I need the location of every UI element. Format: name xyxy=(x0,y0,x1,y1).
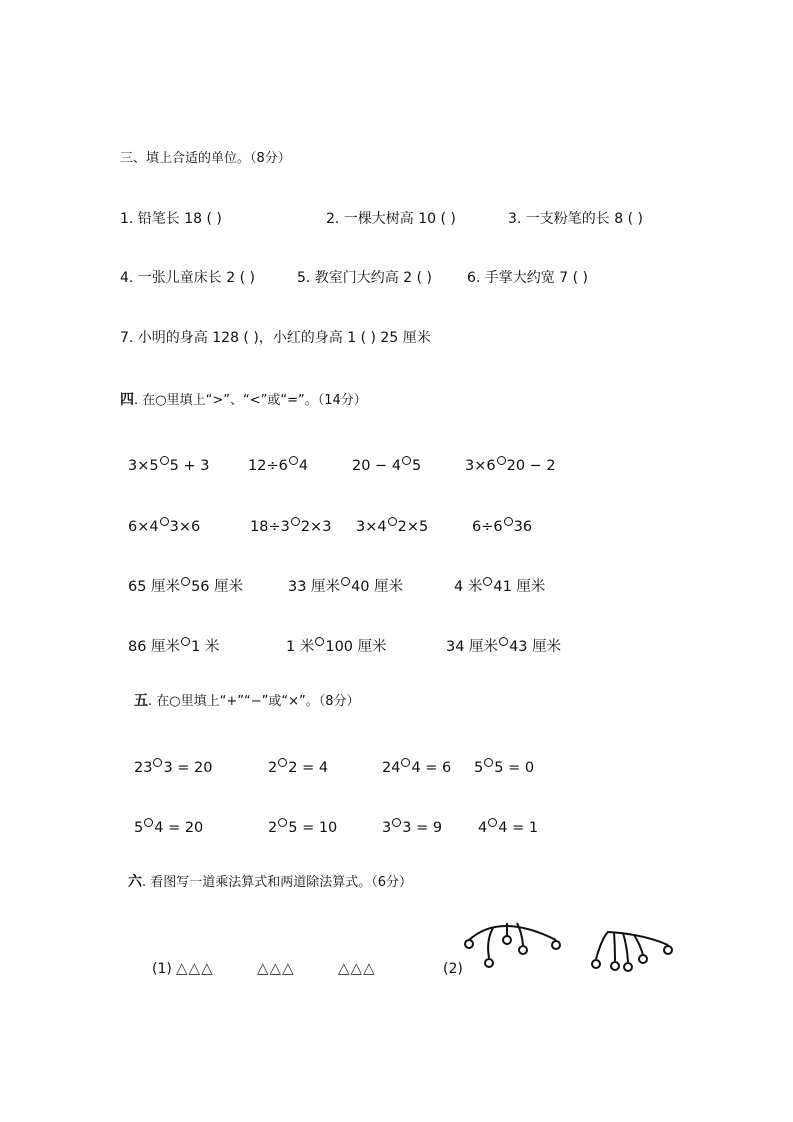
answer-circle-icon[interactable] xyxy=(153,758,162,767)
compare-item: 3×5 5 + 3 xyxy=(128,458,210,474)
answer-circle-icon[interactable] xyxy=(160,517,169,526)
operator-item: 2 5 = 10 xyxy=(268,820,338,836)
compare-item: 6×4 3×6 xyxy=(128,519,201,535)
answer-circle-icon[interactable] xyxy=(504,517,513,526)
compare-item: 65 厘米 56 厘米 xyxy=(128,579,244,595)
compare-item: 6÷6 36 xyxy=(472,519,533,535)
compare-item: 18÷3 2×3 xyxy=(250,519,332,535)
section-4-number: 四 xyxy=(120,392,134,408)
section-6-heading: 六. 看图写一道乘法算式和两道除法算式。（6分） xyxy=(128,874,413,890)
answer-circle-icon[interactable] xyxy=(291,517,300,526)
question-3-2: 2. 一棵大树高 10 ( ) xyxy=(326,211,456,227)
operator-item: 2 2 = 4 xyxy=(268,760,329,776)
compare-item: 20 − 4 5 xyxy=(352,458,422,474)
operator-item: 4 4 = 1 xyxy=(478,820,539,836)
compare-item: 33 厘米 40 厘米 xyxy=(288,579,404,595)
part-2-label: (2) xyxy=(443,961,463,977)
question-3-1: 1. 铅笔长 18 ( ) xyxy=(120,211,222,227)
answer-circle-icon[interactable] xyxy=(278,758,287,767)
answer-circle-icon[interactable] xyxy=(278,818,287,827)
answer-circle-icon[interactable] xyxy=(144,818,153,827)
answer-circle-icon[interactable] xyxy=(181,637,190,646)
compare-item: 3×6 20 − 2 xyxy=(465,458,556,474)
answer-circle-icon[interactable] xyxy=(483,577,492,586)
answer-circle-icon[interactable] xyxy=(497,456,506,465)
compare-item: 12÷6 4 xyxy=(248,458,309,474)
answer-circle-icon[interactable] xyxy=(388,517,397,526)
question-3-3: 3. 一支粉笔的长 8 ( ) xyxy=(508,211,643,227)
section-3-heading: 三、填上合适的单位。（8分） xyxy=(120,151,291,166)
compare-item: 1 米 100 厘米 xyxy=(286,639,387,655)
answer-circle-icon[interactable] xyxy=(289,456,298,465)
compare-item: 86 厘米 1 米 xyxy=(128,639,220,655)
answer-circle-icon[interactable] xyxy=(499,637,508,646)
hanging-balls-figure-1 xyxy=(460,918,570,974)
answer-circle-icon[interactable] xyxy=(484,758,493,767)
answer-circle-icon[interactable] xyxy=(315,637,324,646)
triangle-group: △△△ xyxy=(338,959,376,977)
question-3-5: 5. 教室门大约高 2 ( ) xyxy=(297,270,432,286)
operator-item: 24 4 = 6 xyxy=(382,760,452,776)
answer-circle-icon[interactable] xyxy=(181,577,190,586)
question-3-7: 7. 小明的身高 128 ( )，小红的身高 1 ( ) 25 厘米 xyxy=(120,330,431,346)
hanging-balls-figure-2 xyxy=(588,926,680,974)
operator-item: 3 3 = 9 xyxy=(382,820,443,836)
section-5-heading: 五. 在○里填上“+”“−”或“×”。（8分） xyxy=(134,693,360,709)
section-6-number: 六 xyxy=(128,874,142,890)
answer-circle-icon[interactable] xyxy=(401,758,410,767)
section-4-heading: 四. 在○里填上“>”、“<”或“=”。（14分） xyxy=(120,392,367,408)
triangle-group: △△△ xyxy=(176,959,214,977)
answer-circle-icon[interactable] xyxy=(488,818,497,827)
compare-item: 4 米 41 厘米 xyxy=(454,579,546,595)
answer-circle-icon[interactable] xyxy=(402,456,411,465)
answer-circle-icon[interactable] xyxy=(392,818,401,827)
answer-circle-icon[interactable] xyxy=(341,577,350,586)
compare-item: 34 厘米 43 厘米 xyxy=(446,639,562,655)
triangle-group: △△△ xyxy=(257,959,295,977)
operator-item: 5 4 = 20 xyxy=(134,820,204,836)
section-5-number: 五 xyxy=(134,693,148,709)
part-1-label: (1) xyxy=(152,961,172,977)
operator-item: 23 3 = 20 xyxy=(134,760,213,776)
compare-item: 3×4 2×5 xyxy=(356,519,429,535)
question-3-4: 4. 一张儿童床长 2 ( ) xyxy=(120,270,255,286)
operator-item: 5 5 = 0 xyxy=(474,760,535,776)
question-3-6: 6. 手掌大约宽 7 ( ) xyxy=(467,270,588,286)
answer-circle-icon[interactable] xyxy=(160,456,169,465)
